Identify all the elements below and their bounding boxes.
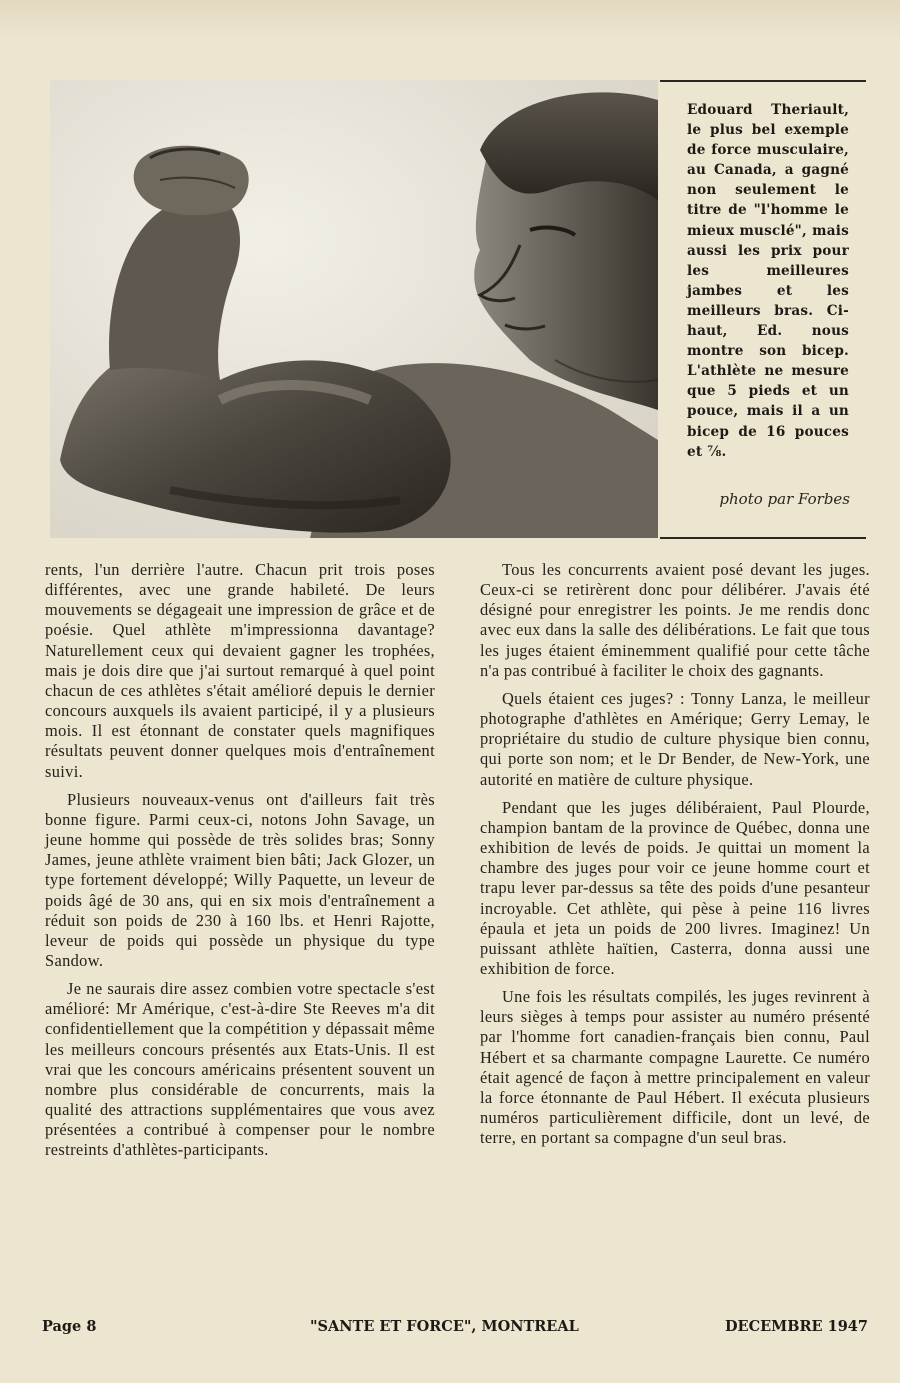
paragraph: Tous les concurrents avaient posé devant les juges. Ceux-ci se retirèrent donc pour délibérer. J'avais été désigné pour enregistrer les points. Je me rendis donc avec eux dans la salle des délibérations. Le fait que tous les juges étaient éminemment qualifié pour cette tâche n'a pas contribué à faciliter le choix des gagnants. bbox=[480, 560, 870, 680]
paragraph: Quels étaient ces juges? : Tonny Lanza, le meilleur photographe d'athlètes en Amérique; Gerry Lemay, le propriétaire du studio de culture physique bien connu, qui porte son nom; et le Dr Bender, de New-York, une autorité en matière de culture physique. bbox=[480, 688, 870, 789]
publication-name: "SANTE ET FORCE", MONTREAL bbox=[310, 1318, 579, 1335]
bicep-photo-illustration bbox=[50, 80, 658, 538]
photo-bodybuilder-bicep bbox=[50, 80, 658, 538]
article-column-right bbox=[480, 560, 870, 1156]
issue-date: DECEMBRE 1947 bbox=[724, 1318, 868, 1335]
paragraph: Plusieurs nouveaux-venus ont d'ailleurs fait très bonne figure. Parmi ceux-ci, notons John Savage, un jeune homme qui possède de très solides bras; Sonny James, jeune athlète vraiment bien bâti; Jack Glozer, un type fortement développé; Willy Paquette, un leveur de poids âgé de 30 ans, qui en six mois d'entraînement a réduit son poids de 230 à 160 lbs. et Henri Rajotte, leveur de poids qui possède un physique du type Sandow. bbox=[45, 789, 435, 970]
caption-bottom-rule bbox=[660, 537, 866, 539]
page-footer bbox=[42, 1318, 868, 1340]
photo-caption: Edouard Theriault, le plus bel exemple de force musculaire, au Canada, a gagné non seulement le titre de "l'homme le mieux musclé", mais aussi les prix pour les meilleures jambes et les meilleurs bras. Ci-haut, Ed. nous montre son bicep. L'athlète ne mesure que 5 pieds et un pouce, mais il a un bicep de 16 pouces et ⅞. bbox=[687, 102, 849, 460]
page-top-edge bbox=[0, 0, 900, 40]
page-number: Page 8 bbox=[42, 1318, 97, 1335]
paragraph: rents, l'un derrière l'autre. Chacun prit trois poses différentes, avec une grande habileté. De leurs mouvements se dégageait une impression de grâce et de poésie. Quel athlète m'impressionna davantage? Naturellement ceux qui devaient gagner les trophées, mais je dois dire que j'ai surtout remarqué à quel point chacun de ces athlètes s'était amélioré depuis le dernier concours auxquels ils avaient participé, il y a plusieurs mois. Il est étonnant de constater quels magnifiques résultats peuvent donner quelques mois d'entraînement suivi. bbox=[45, 560, 435, 781]
caption-top-rule bbox=[660, 80, 866, 82]
photo-credit: photo par Forbes bbox=[719, 490, 850, 508]
article-column-left bbox=[45, 560, 435, 1169]
paragraph: Pendant que les juges délibéraient, Paul Plourde, champion bantam de la province de Québec, donna une exhibition de levés de poids. Je quittai un moment la chambre des juges pour voir ce jeune homme court et trapu lever par-dessus sa tête des poids d'une pesanteur incroyable. Cet athlète, qui pèse à peine 116 livres épaula et jeta un poids de 200 livres. Imaginez! Un puissant athlète haïtien, Casterra, donna aussi une exhibition de force. bbox=[480, 797, 870, 978]
paragraph: Je ne saurais dire assez combien votre spectacle s'est amélioré: Mr Amérique, c'est-à-dire Ste Reeves m'a dit confidentiellement que la compétition y dépassait même les meilleurs concours présentés aux Etats-Unis. Il est vrai que les concours américains présentent souvent un nombre plus considérable de concurrents, mais la qualité des attractions supplémentaires que vous avez présentées a contribué à compenser pour le nombre restreints d'athlètes-participants. bbox=[45, 979, 435, 1160]
paragraph: Une fois les résultats compilés, les juges revinrent à leurs sièges à temps pour assister au numéro présenté par l'homme fort canadien-français bien connu, Paul Hébert et sa charmante compagne Laurette. Ce numéro était agencé de façon à mettre principalement en valeur la force étonnante de Paul Hébert. Il exécuta plusieurs numéros particulièrement difficile, dont un levé, de terre, en portant sa compagne d'un seul bras. bbox=[480, 987, 870, 1148]
